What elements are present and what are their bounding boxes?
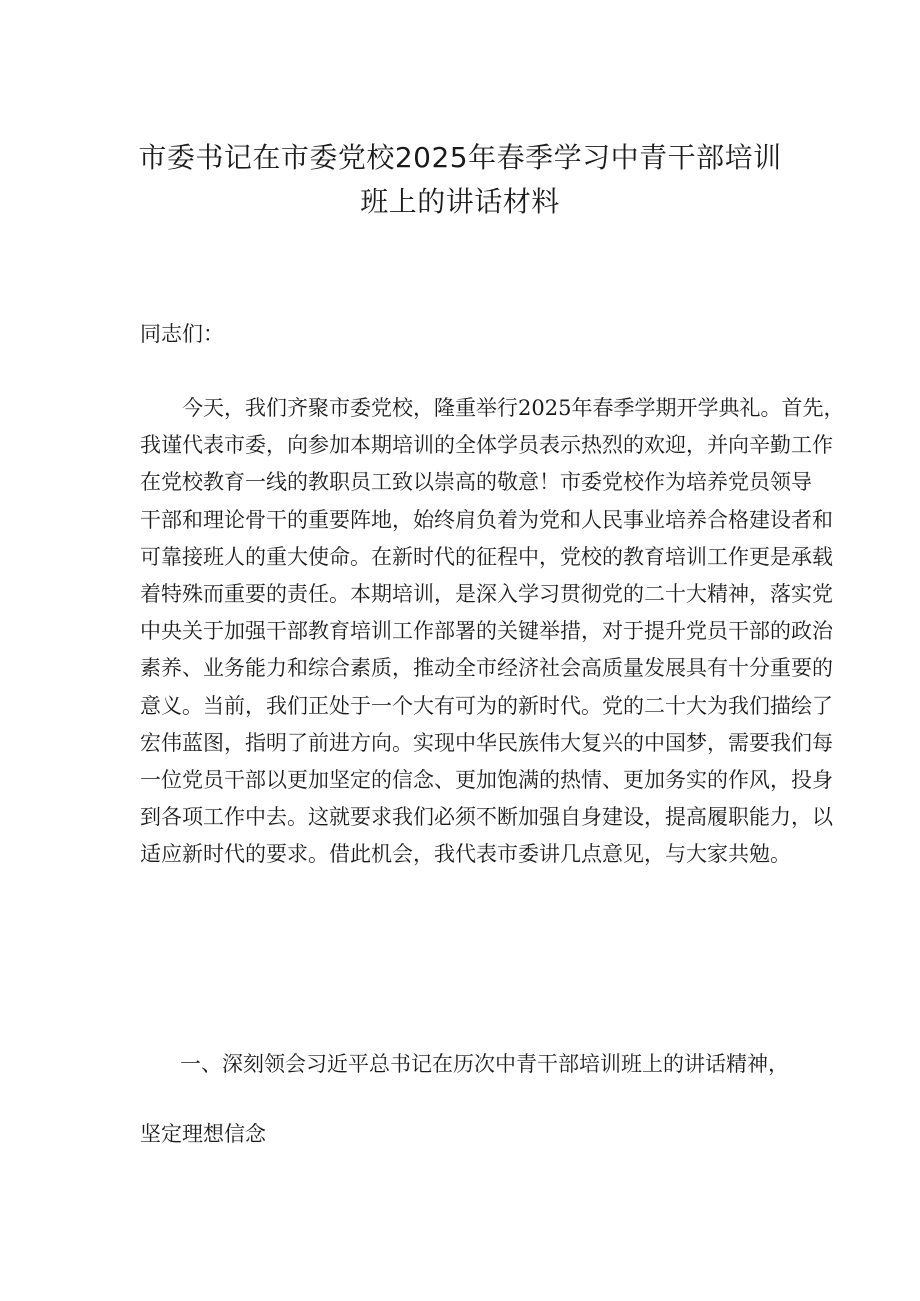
salutation: 同志们： <box>140 322 224 346</box>
paragraph-line: 今天，我们齐聚市委党校，隆重举行2025年春季学期开学典礼。首先， <box>182 396 845 420</box>
paragraph-line: 我谨代表市委，向参加本期培训的全体学员表示热烈的欢迎，并向辛勤工作 <box>140 433 833 458</box>
paragraph-line: 适应新时代的要求。借此机会，我代表市委讲几点意见，与大家共勉。 <box>140 842 791 867</box>
opening-paragraph <box>140 390 845 873</box>
paragraph-line: 可靠接班人的重大使命。在新时代的征程中，党校的教育培训工作更是承载 <box>140 544 833 569</box>
document-title-line-1: 市委书记在市委党校2025年春季学习中青干部培训 <box>138 141 782 174</box>
paragraph-line: 在党校教育一线的教职员工致以崇高的敬意！市委党校作为培养党员领导 <box>140 470 812 495</box>
paragraph-line: 宏伟蓝图，指明了前进方向。实现中华民族伟大复兴的中国梦，需要我们每 <box>140 730 833 755</box>
paragraph-line: 中央关于加强干部教育培训工作部署的关键举措，对于提升党员干部的政治 <box>140 619 833 644</box>
paragraph-line: 素养、业务能力和综合素质，推动全市经济社会高质量发展具有十分重要的 <box>140 656 833 681</box>
paragraph-line: 一位党员干部以更加坚定的信念、更加饱满的热情、更加务实的作风，投身 <box>140 767 833 792</box>
document-title-line-2: 班上的讲话材料 <box>360 185 560 218</box>
paragraph-line: 意义。当前，我们正处于一个大有可为的新时代。党的二十大为我们描绘了 <box>140 693 833 718</box>
section-heading-line-2: 坚定理想信念 <box>140 1122 266 1146</box>
paragraph-line: 干部和理论骨干的重要阵地，始终肩负着为党和人民事业培养合格建设者和 <box>140 507 833 532</box>
section-heading-line-1: 一、深刻领会习近平总书记在历次中青干部培训班上的讲话精神， <box>180 1052 789 1076</box>
paragraph-line: 着特殊而重要的责任。本期培训，是深入学习贯彻党的二十大精神，落实党 <box>140 581 833 606</box>
paragraph-line: 到各项工作中去。这就要求我们必须不断加强自身建设，提高履职能力，以 <box>140 805 833 830</box>
